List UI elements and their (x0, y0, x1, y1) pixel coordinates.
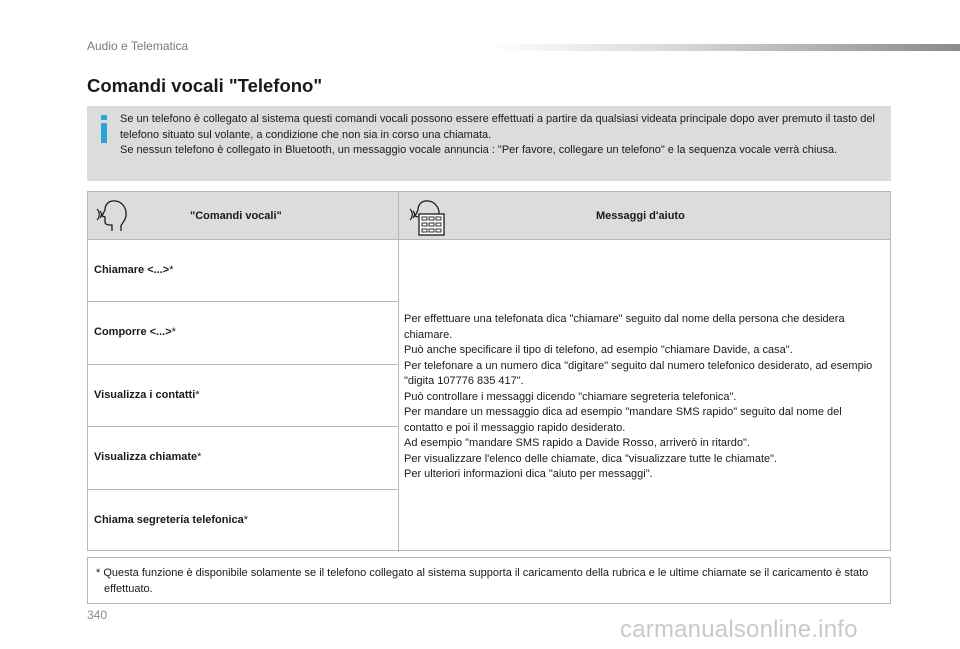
help-line: Ad esempio "mandare SMS rapido a Davide Rosso, arriverò in ritardo". (404, 437, 750, 449)
table-row (88, 240, 398, 302)
command-label: Visualizza i contatti* (94, 388, 200, 401)
voice-phone-keypad-icon (405, 197, 449, 237)
table-row (88, 490, 398, 552)
help-line: Per telefonare a un numero dica "digitare" seguito dal numero telefonico desiderato, ad esempio "digita 107776 835 417". (404, 359, 873, 387)
info-box (87, 106, 891, 181)
info-paragraph: Se un telefono è collegato al sistema questi comandi vocali possono essere effettuati a partire da qualsiasi videata principale dopo aver premuto il tasto del telefono situato sul volante, a condizione che non sia in corso una chiamata. (120, 113, 875, 141)
footnote-box (87, 557, 891, 604)
page-title: Comandi vocali "Telefono" (87, 75, 323, 96)
column-header-help (399, 192, 890, 240)
table-row (88, 427, 398, 489)
help-line: Per effettuare una telefonata dica "chiamare" seguito dal nome della persona che desidera chiamare. (404, 313, 845, 341)
column-header-help-label: Messaggi d'aiuto (596, 210, 685, 222)
command-label: Chiamare <...>* (94, 264, 174, 276)
column-header-commands (88, 192, 399, 240)
help-line: Per visualizzare l'elenco delle chiamate, dica "visualizzare tutte le chiamate". (404, 452, 778, 465)
help-messages-cell (404, 312, 880, 483)
page-number: 340 (87, 608, 108, 622)
header-section-title: Audio e Telematica (87, 39, 189, 53)
table-row (88, 302, 398, 364)
table-row (88, 365, 398, 427)
command-label: Chiama segreteria telefonica* (94, 513, 249, 526)
command-label: Comporre <...>* (94, 326, 176, 339)
voice-commands-table (87, 191, 891, 551)
help-line: Per mandare un messaggio dica ad esempio "mandare SMS rapido" seguito dal nome del contatto e poi il messaggio rapido desiderato. (404, 406, 842, 434)
command-label: Visualizza chiamate* (94, 451, 202, 464)
info-text (120, 112, 880, 159)
info-icon (97, 114, 111, 144)
voice-speaking-icon (94, 197, 130, 233)
help-line: Può controllare i messaggi dicendo "chiamare segreteria telefonica". (404, 390, 737, 403)
info-paragraph: Se nessun telefono è collegato in Bluetooth, un messaggio vocale annuncia : "Per favore, collegare un telefono" e la sequenza vocale verrà chiusa. (120, 144, 838, 156)
help-line: Può anche specificare il tipo di telefono, ad esempio "chiamare Davide, a casa". (404, 344, 793, 356)
column-header-commands-label: "Comandi vocali" (190, 210, 282, 222)
header-gradient-bar (490, 44, 960, 51)
help-line: Per ulteriori informazioni dica "aiuto per messaggi". (404, 468, 653, 480)
watermark: carmanualsonline.info (620, 616, 858, 643)
command-rows (88, 240, 399, 552)
footnote-text: * Questa funzione è disponibile solamente se il telefono collegato al sistema supporta il caricamento della rubrica e le ultime chiamate se il caricamento è stato effettuato. (96, 567, 869, 595)
